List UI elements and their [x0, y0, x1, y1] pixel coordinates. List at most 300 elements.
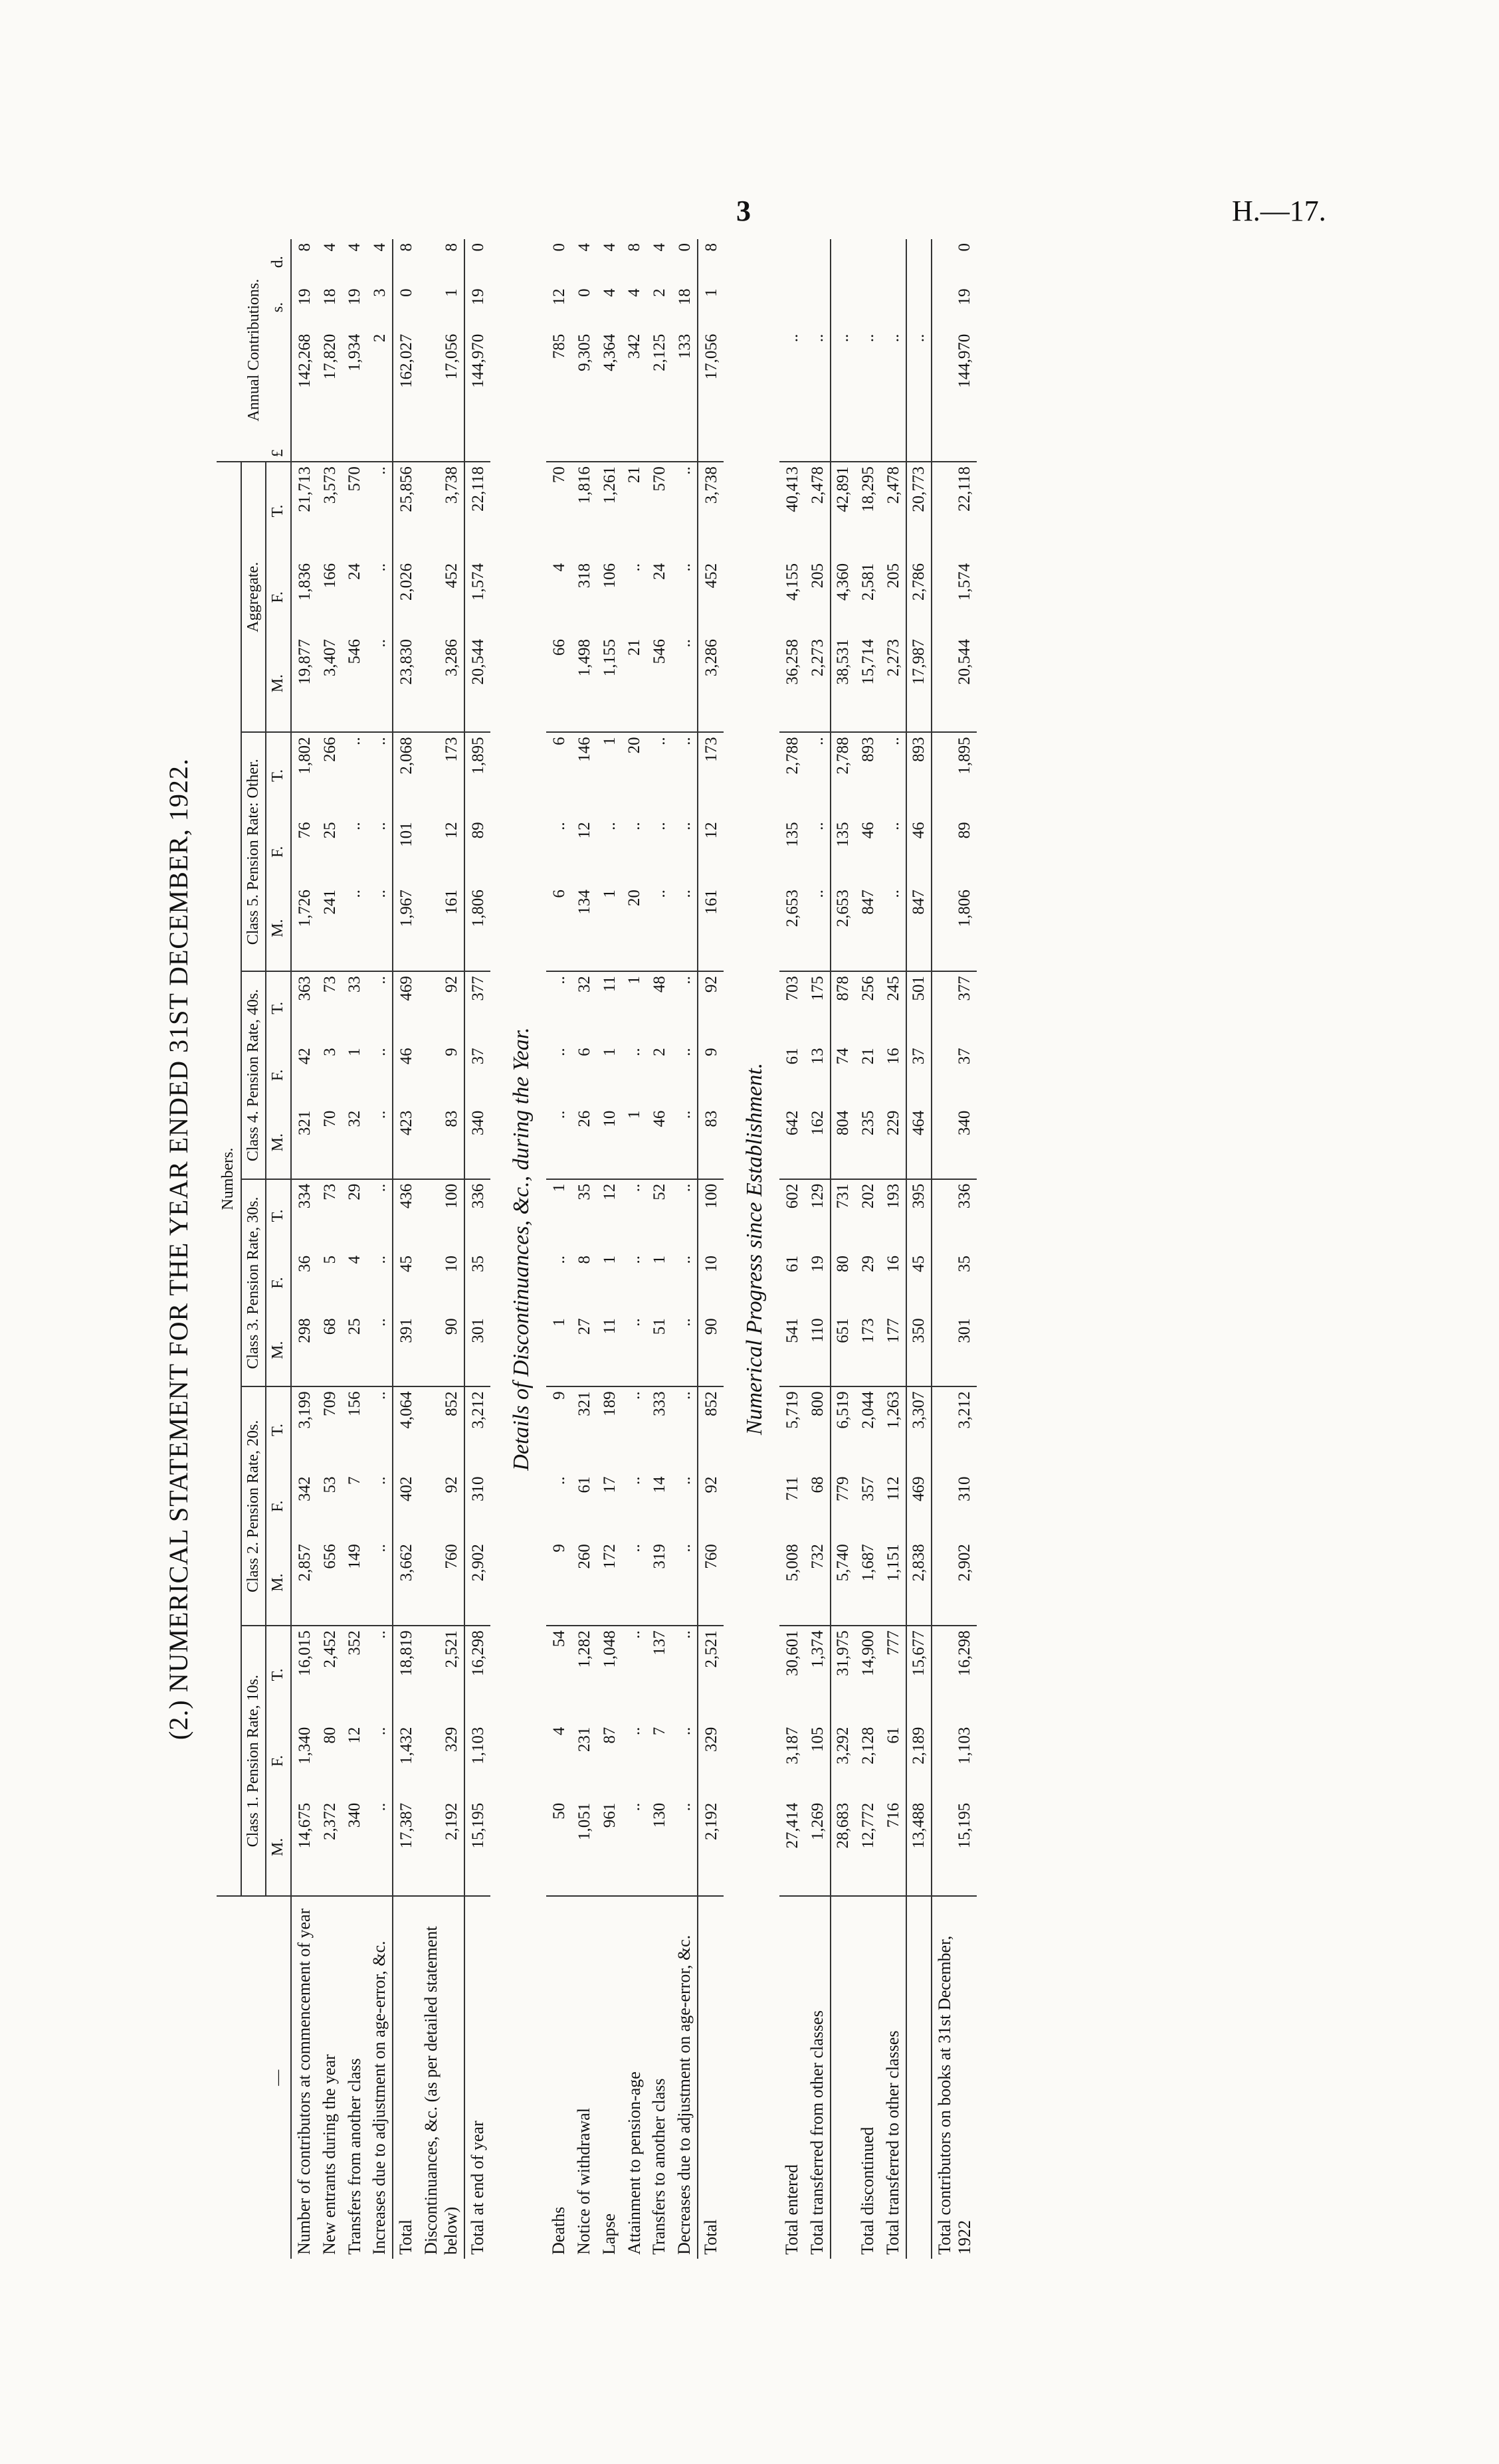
table-cell: 12 [575, 822, 593, 839]
table-cell: .. [367, 635, 393, 732]
details-heading: Details of Discontinuances, &c., during the Year. [508, 1027, 534, 1471]
table-cell: 19 [955, 288, 974, 306]
table-cell: 4 [575, 243, 593, 252]
table-cell: .. [371, 1391, 389, 1400]
table-cell [906, 239, 932, 284]
table-cell: 334 [295, 1183, 314, 1209]
table-cell [906, 284, 932, 330]
table-cell: .. [625, 1255, 644, 1264]
table-cell: .. [906, 330, 932, 462]
table-cell: 21 [622, 635, 647, 732]
table-cell: 2,857 [291, 1540, 317, 1626]
table-cell: .. [884, 737, 902, 745]
table-cell [779, 284, 805, 330]
table-cell: .. [625, 1391, 644, 1400]
table-cell: .. [371, 822, 389, 830]
table-cell: 29 [346, 1183, 364, 1200]
table-cell: 0 [575, 288, 593, 297]
row-label: Deaths [548, 2206, 568, 2255]
c2-t: T. [266, 1386, 291, 1472]
table-cell: 336 [955, 1183, 974, 1209]
table-cell: 5,008 [779, 1540, 805, 1626]
details-section [490, 239, 546, 2259]
table-cell: 3,187 [783, 1727, 802, 1764]
details-heading-row [490, 239, 546, 2259]
table-cell: 1,816 [575, 466, 593, 504]
table-row [342, 239, 367, 2259]
table-cell: 21 [858, 1048, 877, 1065]
table-cell: 20,544 [932, 635, 977, 732]
table-cell: 35 [468, 1255, 487, 1272]
table-cell: 4 [550, 1727, 568, 1736]
table-cell: 391 [393, 1314, 419, 1386]
table-cell: 53 [320, 1476, 339, 1493]
table-cell: 340 [932, 1107, 977, 1179]
c5-m: M. [266, 886, 291, 971]
table-cell: 173 [702, 737, 721, 762]
table-cell: 25 [342, 1314, 367, 1386]
table-cell: .. [676, 1727, 694, 1736]
table-cell: .. [371, 563, 389, 572]
table-cell: 2,189 [909, 1727, 928, 1764]
row-label [831, 1896, 855, 2259]
table-cell: 329 [702, 1727, 721, 1753]
table-cell: 377 [955, 976, 974, 1001]
table-row [805, 239, 831, 2259]
table-cell: .. [650, 822, 669, 830]
c5-t: T. [266, 732, 291, 818]
table-cell: 5,719 [783, 1391, 802, 1429]
table-cell: 3,292 [833, 1727, 852, 1764]
table-row [831, 239, 855, 2259]
table-cell: 1 [546, 1314, 571, 1386]
table-cell: .. [676, 466, 694, 475]
table-cell: 106 [600, 563, 619, 589]
table-cell: 501 [909, 976, 928, 1001]
table-cell: .. [550, 1255, 568, 1264]
table-cell: .. [676, 563, 694, 572]
table-cell: 48 [650, 976, 669, 993]
table-cell: 2 [650, 288, 669, 297]
table-cell: 6 [575, 1048, 593, 1056]
table-cell: 9,305 [571, 330, 597, 462]
table-cell: 16,015 [295, 1630, 314, 1676]
table-cell: .. [371, 1183, 389, 1192]
table-cell: 2,192 [698, 1799, 724, 1896]
table-row [393, 239, 419, 2259]
table-cell: 32 [575, 976, 593, 993]
table-cell: 6,519 [833, 1391, 852, 1429]
table-cell: 110 [805, 1314, 831, 1386]
table-cell: .. [367, 1540, 393, 1626]
row-label: Total [701, 2219, 721, 2255]
table-cell: 80 [833, 1255, 852, 1272]
header-row-numbers [217, 239, 241, 2259]
class4-header: Class 4. Pension Rate, 40s. [241, 971, 266, 1179]
row-label: Total at end of year [468, 2121, 488, 2255]
row-label-header: — [217, 1896, 291, 2259]
table-cell: 716 [880, 1799, 906, 1896]
table-cell: 1,726 [291, 886, 317, 971]
table-cell: 92 [702, 976, 721, 993]
row-label: Discontinuances, &c. (as per detailed statement below) [421, 1926, 461, 2255]
table-cell: 1,374 [808, 1630, 827, 1668]
table-row [672, 239, 698, 2259]
aggregate-header: Aggregate. [241, 462, 266, 732]
class3-header: Class 3. Pension Rate, 30s. [241, 1179, 266, 1387]
table-cell: 130 [647, 1799, 672, 1896]
table-cell: .. [779, 330, 805, 462]
table-cell: 2,452 [320, 1630, 339, 1668]
table-cell: 804 [831, 1107, 855, 1179]
table-cell: 1,155 [597, 635, 622, 732]
rotated-table-container [163, 239, 1326, 2259]
table-cell: 61 [783, 1048, 802, 1065]
table-cell: 336 [468, 1183, 487, 1209]
table-cell: 4 [650, 243, 669, 252]
row-label: Total contributors on books at 31st December, 1922 [934, 1935, 974, 2255]
table-cell: 156 [346, 1391, 364, 1416]
table-cell: 703 [783, 976, 802, 1001]
table-cell: 32 [342, 1107, 367, 1179]
table-cell: 162,027 [393, 330, 419, 462]
table-cell: 17,987 [906, 635, 932, 732]
row-label: Transfers from another class [344, 2058, 364, 2255]
table-cell: 0 [676, 243, 694, 252]
c4-f: F. [266, 1044, 291, 1106]
table-cell: 4 [346, 1255, 364, 1264]
table-cell: .. [371, 737, 389, 745]
table-cell: 42 [295, 1048, 314, 1065]
table-cell: .. [622, 1314, 647, 1386]
table-cell: .. [672, 635, 698, 732]
table-cell: 142,268 [291, 330, 317, 462]
table-cell: 16,298 [468, 1630, 487, 1676]
table-cell: 2,192 [419, 1799, 464, 1896]
table-cell: 73 [320, 1183, 339, 1200]
table-cell: .. [672, 1540, 698, 1626]
table-cell: .. [831, 330, 855, 462]
table-cell: .. [676, 822, 694, 830]
table-cell: 1,574 [955, 563, 974, 601]
table-cell: 310 [955, 1476, 974, 1501]
table-row [622, 239, 647, 2259]
table-cell: 12 [702, 822, 721, 839]
table-cell: 852 [443, 1391, 461, 1416]
table-cell: .. [346, 822, 364, 830]
table-cell: 205 [884, 563, 902, 589]
table-cell [880, 239, 906, 284]
table-cell: 0 [468, 243, 487, 252]
table-cell: 852 [702, 1391, 721, 1416]
table-cell: 68 [808, 1476, 827, 1493]
table-cell: 92 [443, 976, 461, 993]
table-cell: 3,573 [320, 466, 339, 504]
table-cell: 452 [443, 563, 461, 589]
table-cell: 1,687 [855, 1540, 880, 1626]
table-row [419, 239, 464, 2259]
table-cell: 2,521 [702, 1630, 721, 1668]
table-cell: 4 [600, 243, 619, 252]
table-cell: 37 [955, 1048, 974, 1065]
table-cell: 12 [600, 1183, 619, 1200]
table-cell: .. [371, 1727, 389, 1736]
table-cell: .. [625, 822, 644, 830]
table-cell: 2,788 [833, 737, 852, 775]
table-cell: 377 [468, 976, 487, 1001]
table-cell: 8 [443, 243, 461, 252]
numerical-statement-table [217, 239, 977, 2259]
table-cell: 1 [443, 288, 461, 297]
table-cell: 61 [575, 1476, 593, 1493]
table-cell: 1,103 [955, 1727, 974, 1764]
table-cell: 13,488 [906, 1799, 932, 1896]
table-cell: .. [676, 737, 694, 745]
table-cell: 193 [884, 1183, 902, 1209]
table-cell: 1,432 [397, 1727, 416, 1764]
table-cell: 1 [622, 1107, 647, 1179]
table-cell: 2,273 [805, 635, 831, 732]
table-cell: 321 [575, 1391, 593, 1416]
table-cell: .. [550, 976, 568, 985]
table-cell: 101 [397, 822, 416, 847]
table-cell: .. [550, 822, 568, 830]
table-cell: 19 [346, 288, 364, 306]
table-cell: 4 [550, 563, 568, 572]
table-cell [855, 284, 880, 330]
table-cell: 642 [779, 1107, 805, 1179]
table-cell: 22,118 [955, 466, 974, 512]
table-cell: 2,902 [932, 1540, 977, 1626]
table-cell: .. [672, 1799, 698, 1896]
table-cell: 137 [650, 1630, 669, 1656]
progress-heading: Numerical Progress since Establishment. [742, 1062, 767, 1436]
table-cell: 2,125 [647, 330, 672, 462]
table-cell: 9 [702, 1048, 721, 1056]
table-cell: .. [367, 1107, 393, 1179]
progress-section [724, 239, 779, 2259]
table-cell: 20 [622, 886, 647, 971]
row-label: Notice of withdrawal [573, 2108, 593, 2255]
table-cell: 310 [468, 1476, 487, 1501]
table-cell: 570 [650, 466, 669, 492]
table-cell: 1,263 [884, 1391, 902, 1429]
table-cell: 13 [808, 1048, 827, 1065]
table-cell: 42,891 [833, 466, 852, 512]
table-cell: 3,407 [317, 635, 342, 732]
table-cell: .. [676, 1476, 694, 1485]
table-cell: 38,531 [831, 635, 855, 732]
c3-t: T. [266, 1179, 291, 1252]
table-cell: 777 [884, 1630, 902, 1656]
table-cell: 464 [906, 1107, 932, 1179]
table-cell: .. [625, 563, 644, 572]
table-cell: .. [676, 1630, 694, 1639]
table-cell: 25 [320, 822, 339, 839]
table-cell: 1,340 [295, 1727, 314, 1764]
class1-header: Class 1. Pension Rate, 10s. [241, 1626, 266, 1896]
table-cell: 89 [955, 822, 974, 839]
row-label: Number of contributors at commencement of year [294, 1908, 314, 2255]
table-cell: 546 [647, 635, 672, 732]
table-cell: 37 [468, 1048, 487, 1065]
table-cell: 1 [600, 1048, 619, 1056]
table-cell: 66 [546, 635, 571, 732]
table-cell: .. [647, 886, 672, 971]
c1-t: T. [266, 1626, 291, 1723]
table-cell: 162 [805, 1107, 831, 1179]
table-cell: .. [855, 330, 880, 462]
table-cell: .. [371, 1255, 389, 1264]
table-cell: 24 [346, 563, 364, 580]
table-cell: 2,372 [317, 1799, 342, 1896]
table-cell: 321 [291, 1107, 317, 1179]
table-row [597, 239, 622, 2259]
table-cell: 0 [550, 243, 568, 252]
table-cell: 92 [702, 1476, 721, 1493]
table-cell: 266 [320, 737, 339, 762]
table-cell: .. [346, 737, 364, 745]
table-cell: 1,048 [600, 1630, 619, 1668]
table-cell: 4 [625, 288, 644, 297]
table-cell: 1,103 [468, 1727, 487, 1764]
table-cell: .. [676, 1048, 694, 1056]
table-cell: 2,521 [443, 1630, 461, 1668]
table-cell: 570 [346, 466, 364, 492]
table-cell: 14,900 [858, 1630, 877, 1676]
table-cell: .. [884, 822, 902, 830]
table-cell: 893 [858, 737, 877, 762]
table-cell: .. [676, 976, 694, 985]
table-cell: .. [371, 1048, 389, 1056]
table-cell: 231 [575, 1727, 593, 1753]
c4-m: M. [266, 1107, 291, 1179]
table-cell [880, 284, 906, 330]
table-cell: 2,026 [397, 563, 416, 601]
table-cell: .. [371, 1476, 389, 1485]
table-cell: 363 [295, 976, 314, 1001]
table-cell: 800 [808, 1391, 827, 1416]
table-cell [779, 239, 805, 284]
table-cell: 423 [393, 1107, 419, 1179]
table-cell: 205 [808, 563, 827, 589]
table-cell: 36,258 [779, 635, 805, 732]
row-label: Total discontinued [857, 2127, 877, 2255]
table-cell: 173 [443, 737, 461, 762]
agg-m: M. [266, 635, 291, 732]
table-cell: 74 [833, 1048, 852, 1065]
table-cell: 4 [600, 288, 619, 297]
table-cell: 469 [909, 1476, 928, 1501]
table-row [546, 239, 571, 2259]
table-cell: 52 [650, 1183, 669, 1200]
table-cell: 256 [858, 976, 877, 1001]
table-cell: 333 [650, 1391, 669, 1416]
table-cell [805, 284, 831, 330]
table-cell: 3,286 [419, 635, 464, 732]
table-cell: .. [808, 737, 827, 745]
table-cell: 177 [880, 1314, 906, 1386]
table-cell: 70 [317, 1107, 342, 1179]
table-cell: 46 [858, 822, 877, 839]
table-cell: 26 [571, 1107, 597, 1179]
table-row [367, 239, 393, 2259]
table-cell: .. [367, 1314, 393, 1386]
table-cell: .. [371, 1630, 389, 1639]
table-cell: 18 [320, 288, 339, 306]
table-cell: 5,740 [831, 1540, 855, 1626]
table-row [571, 239, 597, 2259]
table-cell: .. [625, 1630, 644, 1639]
table-cell: 17,387 [393, 1799, 419, 1896]
table-cell: 2 [650, 1048, 669, 1056]
table-title: (2.) NUMERICAL STATEMENT FOR THE YEAR ENDED 31ST DECEMBER, 1922. [163, 758, 193, 1740]
table-cell: 1 [625, 976, 644, 985]
contrib-pence: d. [266, 239, 291, 284]
table-cell: 7 [346, 1476, 364, 1485]
table-cell: 19,877 [291, 635, 317, 732]
table-cell: .. [805, 886, 831, 971]
table-cell: 2,902 [464, 1540, 490, 1626]
table-cell: 105 [808, 1727, 827, 1753]
row-label: Total [396, 2219, 416, 2255]
table-row [647, 239, 672, 2259]
row-label: Transfers to another class [649, 2078, 669, 2255]
table-row [855, 239, 880, 2259]
table-cell: 4,360 [833, 563, 852, 601]
row-label: Attainment to pension-age [624, 2071, 644, 2255]
table-cell: 50 [546, 1799, 571, 1896]
table-cell: 2,581 [858, 563, 877, 601]
table-cell: 12 [443, 822, 461, 839]
table-cell: 16 [884, 1255, 902, 1272]
table-cell: 92 [443, 1476, 461, 1493]
table-cell: 1 [702, 288, 721, 297]
table-cell: 1 [650, 1255, 669, 1264]
table-cell: 45 [397, 1255, 416, 1272]
c2-m: M. [266, 1540, 291, 1626]
table-cell: 2,653 [831, 886, 855, 971]
table-cell: 19 [295, 288, 314, 306]
table-cell: 21,713 [295, 466, 314, 512]
table-cell: 15,195 [464, 1799, 490, 1896]
table-cell: 469 [397, 976, 416, 1001]
table-cell: 4,155 [783, 563, 802, 601]
table-cell: 3 [320, 1048, 339, 1056]
c5-f: F. [266, 818, 291, 886]
table-cell: 166 [320, 563, 339, 589]
table-cell: 76 [295, 822, 314, 839]
table-cell: 12,772 [855, 1799, 880, 1896]
table-cell: 260 [571, 1540, 597, 1626]
row-label [906, 1896, 932, 2259]
table-cell: 1,574 [468, 563, 487, 601]
table-cell: .. [625, 1183, 644, 1192]
table-cell: 35 [575, 1183, 593, 1200]
table-cell: 17 [600, 1476, 619, 1493]
table-cell: 61 [783, 1255, 802, 1272]
table-cell: 29 [858, 1255, 877, 1272]
table-cell: 172 [597, 1540, 622, 1626]
table-cell: 144,970 [464, 330, 490, 462]
table-cell: 1,802 [295, 737, 314, 775]
row-label: New entrants during the year [319, 2054, 339, 2255]
table-cell: 37 [909, 1048, 928, 1065]
table-cell: 45 [909, 1255, 928, 1272]
table-cell: .. [676, 1183, 694, 1192]
table-cell: 19 [808, 1255, 827, 1272]
table-cell: 189 [600, 1391, 619, 1416]
